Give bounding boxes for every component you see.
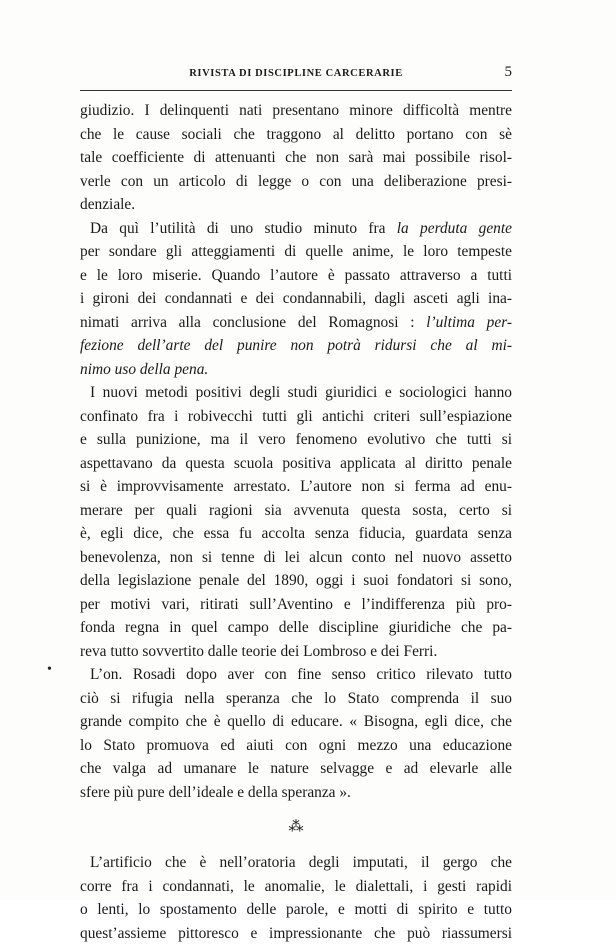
running-head — [80, 64, 512, 84]
text-segment: i gironi dei condannati e dei condannabili, dagli asceti agli ina- — [80, 290, 512, 307]
text-segment: fonda regna in quel campo delle discipline giuridiche che pa- — [80, 619, 512, 636]
text-line — [80, 616, 512, 640]
text-segment: quest’assieme pittoresco e impressionante che può riassumersi — [80, 925, 512, 942]
text-line — [80, 734, 512, 758]
text-segment: nimati arriva alla conclusione del Romagnosi : — [80, 314, 426, 331]
text-segment: I nuovi metodi positivi degli studi giuridici e sociologici hanno — [90, 384, 512, 401]
page-number: 5 — [505, 64, 513, 81]
text-segment: verle con un articolo di legge o con una deliberazione presi- — [80, 173, 512, 190]
text-line — [80, 99, 512, 123]
text-segment: si è improvvisamente arrestato. L’autore non si ferma ad enu- — [80, 478, 512, 495]
text-line — [80, 710, 512, 734]
text-segment: Da quì l’utilità di uno studio minuto fra — [90, 220, 397, 237]
text-segment: che le cause sociali che traggono al delitto portano con sè — [80, 126, 512, 143]
text-line — [80, 499, 512, 523]
text-line — [80, 217, 512, 241]
text-segment: L’artificio che è nell’oratoria degli imputati, il gergo che — [90, 854, 512, 871]
text-line — [80, 593, 512, 617]
text-segment: o lenti, lo spostamento delle parole, e motti di spirito e tutto — [80, 901, 512, 918]
text-segment: per motivi vari, ritirati sull’Aventino e l’indifferenza più pro- — [80, 596, 512, 613]
text-segment: reva tutto sovvertito dalle teorie dei Lombroso e dei Ferri. — [80, 643, 437, 660]
text-line — [80, 193, 512, 217]
text-line — [80, 687, 512, 711]
text-segment: sfere più pure dell’ideale e della speranza ». — [80, 784, 351, 801]
text-segment: corre fra i condannati, le anomalie, le dialettali, i gesti rapidi — [80, 878, 512, 895]
text-segment: e le loro miserie. Quando l’autore è passato attraverso a tutti — [80, 267, 512, 284]
text-line — [80, 569, 512, 593]
text-line — [80, 287, 512, 311]
text-segment: tale coefficiente di attenuanti che non sarà mai possibile risol- — [80, 149, 512, 166]
section-asterism: ⁂ — [80, 804, 512, 851]
text-line — [80, 898, 512, 922]
text-line — [80, 781, 512, 805]
text-segment: denziale. — [80, 196, 135, 213]
italic-text-segment: l’ultima per- — [426, 314, 512, 331]
text-line — [80, 146, 512, 170]
text-line — [80, 428, 512, 452]
text-segment: confinato fra i robivecchi tutti gli antichi criteri sull’espiazione — [80, 408, 512, 425]
text-segment: lo Stato promuova ed aiuti con ogni mezzo una educazione — [80, 737, 512, 754]
running-title: RIVISTA DI DISCIPLINE CARCERARIE — [80, 68, 512, 79]
text-segment: merare per quali ragioni sia avvenuta questa sosta, certo si — [80, 502, 512, 519]
text-segment: L’on. Rosadi dopo aver con fine senso critico rilevato tutto — [90, 666, 512, 683]
text-line — [80, 452, 512, 476]
text-segment: ciò si rifugia nella speranza che lo Stato comprenda il suo — [80, 690, 512, 707]
italic-text-segment: nimo uso della pena. — [80, 361, 208, 378]
text-segment: giudizio. I delinquenti nati presentano minore difficoltà mentre — [80, 102, 512, 119]
text-segment: benevolenza, non si tenne di lei alcun conto nel nuovo assetto — [80, 549, 512, 566]
text-segment: della legislazione penale del 1890, oggi i suoi fondatori si sono, — [80, 572, 512, 589]
italic-text-segment: la perduta gente — [397, 220, 512, 237]
text-line — [80, 922, 512, 945]
text-line — [80, 170, 512, 194]
header-rule — [80, 90, 512, 91]
text-line — [80, 405, 512, 429]
margin-mark: • — [47, 662, 52, 678]
text-line — [80, 264, 512, 288]
text-segment: che valga ad umanare le nature selvagge e ad elevarle alle — [80, 760, 512, 777]
text-line — [80, 381, 512, 405]
text-line — [80, 240, 512, 264]
text-segment: è, egli dice, che essa fu accolta senza fiducia, guardata senza — [80, 525, 512, 542]
text-line — [80, 475, 512, 499]
text-line — [80, 851, 512, 875]
body-text — [80, 99, 512, 945]
text-segment: grande compito che è quello di educare. « Bisogna, egli dice, che — [80, 713, 512, 730]
text-line — [80, 311, 512, 335]
text-line — [80, 663, 512, 687]
text-line — [80, 334, 512, 358]
text-segment: aspettavano da questa scuola positiva applicata al diritto penale — [80, 455, 512, 472]
text-line — [80, 546, 512, 570]
text-segment: per sondare gli atteggiamenti di quelle anime, le loro tempeste — [80, 243, 512, 260]
text-line — [80, 123, 512, 147]
italic-text-segment: fezione dell’arte del punire non potrà ridursi che al mi- — [80, 337, 512, 354]
text-line — [80, 358, 512, 382]
text-line — [80, 640, 512, 664]
text-line — [80, 757, 512, 781]
text-segment: e sulla punizione, ma il vero fenomeno evolutivo che tutti si — [80, 431, 512, 448]
text-line — [80, 522, 512, 546]
text-line — [80, 875, 512, 899]
